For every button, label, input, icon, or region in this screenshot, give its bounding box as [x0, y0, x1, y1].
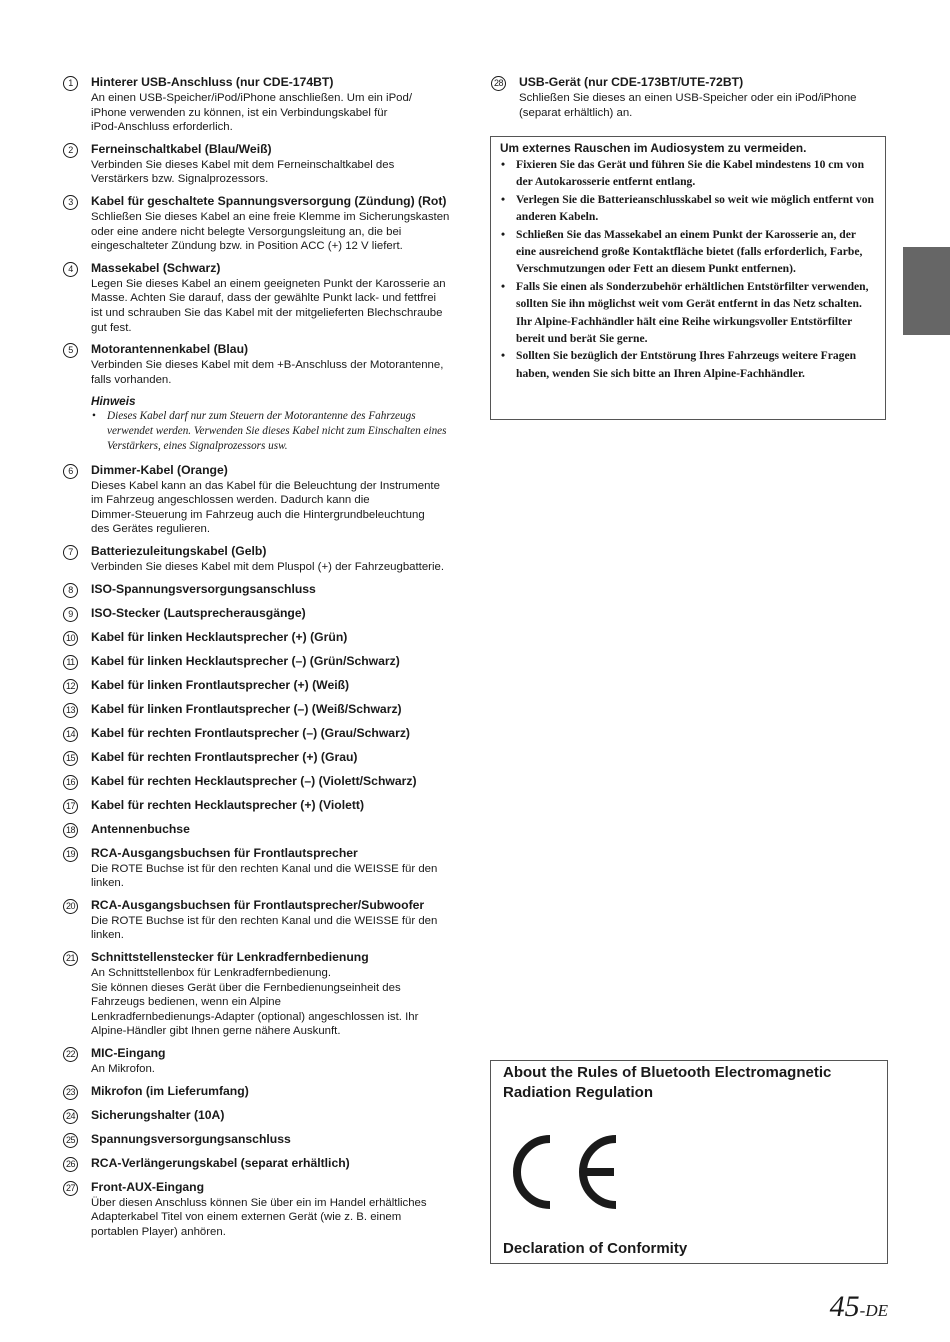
item-title: Kabel für rechten Hecklautsprecher (–) (Violett/Schwarz) [91, 773, 417, 788]
item-number-badge: 14 [63, 727, 78, 742]
connection-item [62, 677, 462, 694]
connection-item [62, 1083, 462, 1100]
item-number-badge: 19 [63, 847, 78, 862]
connection-item [62, 1179, 462, 1240]
item-description-line: Dimmer-Steuerung im Fahrzeug auch die Hintergrundbeleuchtung [91, 508, 425, 521]
item-list-right [490, 74, 888, 120]
item-number-badge: 3 [63, 195, 78, 210]
item-description-line: An Mikrofon. [91, 1063, 155, 1076]
item-description-line: im Fahrzeug angeschlossen werden. Dadurch kann die [91, 494, 370, 507]
item-description-line: An Schnittstellenbox für Lenkradfernbedienung. [91, 967, 331, 980]
item-title: Kabel für rechten Frontlautsprecher (–) (Grau/Schwarz) [91, 725, 410, 740]
item-description [519, 91, 888, 120]
connection-item [62, 701, 462, 718]
item-description [91, 914, 462, 943]
item-description-line: falls vorhanden. [91, 373, 172, 386]
bluetooth-regulation-title: About the Rules of Bluetooth Electromagnetic Radiation Regulation [503, 1064, 832, 1101]
item-description-line: Adapterkabel Titel von einem externen Gerät (wie z. B. einem [91, 1211, 402, 1224]
item-description-line: ist und schrauben Sie das Kabel mit der mitgelieferten Blechschraube [91, 306, 443, 319]
item-description-line: Verbinden Sie dieses Kabel mit dem +B-Anschluss der Motorantenne, [91, 359, 444, 372]
item-title: Kabel für linken Hecklautsprecher (+) (Grün) [91, 629, 348, 644]
item-number-badge: 26 [63, 1157, 78, 1172]
page-number [830, 1290, 888, 1324]
item-number-badge: 4 [63, 262, 78, 277]
item-title: ISO-Stecker (Lautsprecherausgänge) [91, 605, 306, 620]
item-title: Antennenbuchse [91, 821, 190, 836]
connection-item [62, 773, 462, 790]
item-description-line: Verbinden Sie dieses Kabel mit dem Ferneinschaltkabel des [91, 158, 395, 171]
item-title: Front-AUX-Eingang [91, 1179, 205, 1194]
item-title: Sicherungshalter (10A) [91, 1107, 225, 1122]
item-title: RCA-Ausgangsbuchsen für Frontlautsprecher [91, 845, 358, 860]
item-title: Hinterer USB-Anschluss (nur CDE-174BT) [91, 75, 334, 89]
item-description [91, 479, 462, 537]
item-description-line: iPod-Anschluss erforderlich. [91, 121, 233, 134]
ce-mark-logo [503, 1131, 621, 1213]
connection-item [62, 749, 462, 766]
item-description-line: linken. [91, 929, 124, 942]
item-number-badge: 15 [63, 751, 78, 766]
connection-item [62, 543, 462, 575]
connection-item [62, 260, 462, 335]
item-number-badge: 16 [63, 775, 78, 790]
item-description [91, 277, 462, 335]
left-column [62, 74, 462, 1245]
connection-item [62, 653, 462, 670]
item-number-badge: 17 [63, 799, 78, 814]
item-number-badge: 12 [63, 679, 78, 694]
section-tab-marker [903, 247, 950, 335]
item-description [91, 560, 462, 575]
note-item: • Dieses Kabel darf nur zum Steuern der Motorantenne des Fahrzeugs verwendet werden. Verwenden Sie dieses Kabel nicht zum Einschalten eines Verstärkers, eines Signalprozessors usw. [91, 409, 462, 453]
item-number-badge: 9 [63, 607, 78, 622]
item-title: Spannungsversorgungsanschluss [91, 1131, 291, 1146]
item-title: USB-Gerät (nur CDE-173BT/UTE-72BT) [519, 75, 744, 89]
item-number-badge: 10 [63, 631, 78, 646]
item-title: Dimmer-Kabel (Orange) [91, 462, 228, 477]
item-title: Kabel für linken Frontlautsprecher (–) (Weiß/Schwarz) [91, 701, 402, 716]
item-description-line: (separat erhältlich) an. [519, 106, 633, 119]
item-number-badge: 5 [63, 343, 78, 358]
connection-item [62, 74, 462, 135]
page-number-value: 45 [829, 1290, 860, 1323]
item-description-line: des Gerätes regulieren. [91, 523, 211, 536]
connection-item [62, 1045, 462, 1077]
item-number-badge: 7 [63, 545, 78, 560]
connection-item [62, 341, 462, 387]
right-column [490, 74, 888, 126]
item-title: MIC-Eingang [91, 1046, 166, 1061]
item-description-line: An einen USB-Speicher/iPod/iPhone anschließen. Um ein iPod/ [91, 92, 413, 104]
bluetooth-regulation-box [490, 1060, 888, 1264]
item-description [91, 1196, 462, 1240]
noise-warning-item: • Falls Sie einen als Sonderzubehör erhältlichen Entstörfilter verwenden, sollten Sie ihn möglichst weit vom Gerät entfernt in das Netz schalten. Ihr Alpine-Fachhändler hält eine Reihe wirkungsvoller Entstörfilter bereit und berät Sie gerne. [500, 278, 876, 348]
item-description [91, 1062, 462, 1077]
item-description [91, 158, 462, 187]
item-description-line: Schließen Sie dieses an einen USB-Speicher oder ein iPod/iPhone [519, 92, 857, 104]
item-number-badge: 27 [63, 1181, 78, 1196]
item-number-badge: 28 [491, 76, 506, 91]
item-description-line: linken. [91, 877, 124, 890]
connection-item [62, 462, 462, 537]
item-number-badge: 11 [63, 655, 78, 670]
item-description-line: gut fest. [91, 321, 132, 334]
noise-warning-item: • Sollten Sie bezüglich der Entstörung Ihres Fahrzeugs weitere Fragen haben, wenden Sie sich bitte an Ihren Alpine-Fachhändler. [500, 347, 876, 382]
item-description [91, 358, 462, 387]
connection-item [62, 845, 462, 891]
item-list-part-2 [62, 462, 462, 1240]
connection-item [62, 949, 462, 1039]
connection-item [62, 1131, 462, 1148]
item-description [91, 210, 462, 254]
connection-item [62, 581, 462, 598]
page-number-suffix: -DE [859, 1301, 888, 1320]
item-title: ISO-Spannungsversorgungsanschluss [91, 581, 316, 596]
noise-warning-item: • Fixieren Sie das Gerät und führen Sie die Kabel mindestens 10 cm von der Autokarosserie entfernt entlang. [500, 156, 876, 191]
item-title: Kabel für linken Hecklautsprecher (–) (Grün/Schwarz) [91, 653, 400, 668]
noise-warning-item: • Schließen Sie das Massekabel an einem Punkt der Karosserie an, der eine ausreichend große Kontaktfläche bietet (falls erforderlich, Farbe, Verschmutzungen oder Fett an diesem Punkt entfernen). [500, 226, 876, 278]
item-number-badge: 8 [63, 583, 78, 598]
item-number-badge: 22 [63, 1047, 78, 1062]
noise-warning-box [490, 136, 886, 420]
item-description-line: Die ROTE Buchse ist für den rechten Kanal und die WEISSE für den [91, 862, 438, 875]
connection-item [490, 74, 888, 120]
noise-warning-title: Um externes Rauschen im Audiosystem zu vermeiden. [500, 141, 807, 155]
item-title: Kabel für geschaltete Spannungsversorgung (Zündung) (Rot) [91, 193, 447, 208]
connection-item [62, 1107, 462, 1124]
connection-item [62, 821, 462, 838]
item-description [91, 966, 462, 1039]
item-title: Kabel für rechten Frontlautsprecher (+) (Grau) [91, 749, 358, 764]
item-number-badge: 6 [63, 464, 78, 479]
item-title: Schnittstellenstecker für Lenkradfernbedienung [91, 950, 369, 965]
connection-item [62, 725, 462, 742]
connection-item [62, 193, 462, 254]
item-title: Batteriezuleitungskabel (Gelb) [91, 544, 267, 559]
item-number-badge: 25 [63, 1133, 78, 1148]
item-title: Ferneinschaltkabel (Blau/Weiß) [91, 141, 272, 156]
item-description-line: Lenkradfernbedienungs-Adapter (optional) angeschlossen ist. Ihr [91, 1010, 419, 1023]
connection-item [62, 141, 462, 187]
item-description [91, 862, 462, 891]
connection-item [62, 629, 462, 646]
item-description-line: Masse. Achten Sie darauf, dass der gewählte Punkt lack- und fettfrei [91, 292, 437, 305]
item-title: RCA-Verlängerungskabel (separat erhältlich) [91, 1155, 350, 1170]
note-block [62, 393, 462, 453]
item-title: Mikrofon (im Lieferumfang) [91, 1083, 249, 1098]
item-title: Motorantennenkabel (Blau) [91, 342, 249, 357]
item-description-line: Verstärkers bzw. Signalprozessors. [91, 173, 269, 186]
connection-item [62, 605, 462, 622]
item-number-badge: 1 [63, 76, 78, 91]
item-description-line: portablen Player) anhören. [91, 1225, 226, 1238]
item-description-line: Verbinden Sie dieses Kabel mit dem Pluspol (+) der Fahrzeugbatterie. [91, 561, 444, 574]
note-list [91, 409, 462, 453]
item-number-badge: 24 [63, 1109, 78, 1124]
item-description-line: iPhone verwenden zu können, ist ein Verbindungskabel für [91, 106, 388, 119]
item-number-badge: 21 [63, 951, 78, 966]
connection-item [62, 1155, 462, 1172]
connection-item [62, 797, 462, 814]
item-description-line: Schließen Sie dieses Kabel an eine freie Klemme im Sicherungskasten [91, 210, 450, 223]
item-description [91, 91, 462, 135]
item-number-badge: 23 [63, 1085, 78, 1100]
item-title: RCA-Ausgangsbuchsen für Frontlautsprecher/Subwoofer [91, 897, 425, 912]
item-number-badge: 18 [63, 823, 78, 838]
item-list-part-1 [62, 74, 462, 387]
item-description-line: Dieses Kabel kann an das Kabel für die Beleuchtung der Instrumente [91, 479, 440, 492]
item-description-line: Die ROTE Buchse ist für den rechten Kanal und die WEISSE für den [91, 914, 438, 927]
item-number-badge: 13 [63, 703, 78, 718]
item-description-line: Fahrzeugs bedienen, wenn ein Alpine [91, 996, 281, 1009]
connection-item [62, 897, 462, 943]
item-title: Massekabel (Schwarz) [91, 260, 221, 275]
item-number-badge: 2 [63, 143, 78, 158]
declaration-of-conformity: Declaration of Conformity [503, 1240, 688, 1257]
item-description-line: Legen Sie dieses Kabel an einem geeigneten Punkt der Karosserie an [91, 277, 446, 290]
item-description-line: Über diesen Anschluss können Sie über ein im Handel erhältliches [91, 1196, 427, 1209]
noise-warning-item: • Verlegen Sie die Batterieanschlusskabel so weit wie möglich entfernt von anderen Kabeln. [500, 191, 876, 226]
noise-warning-list [500, 156, 876, 382]
item-number-badge: 20 [63, 899, 78, 914]
item-description-line: Alpine-Händler gibt Ihnen gerne nähere Auskunft. [91, 1025, 341, 1038]
item-description-line: oder eine andere nicht belegte Versorgungsleitung an, die bei [91, 225, 402, 238]
item-title: Kabel für rechten Hecklautsprecher (+) (Violett) [91, 797, 365, 812]
item-description-line: Sie können dieses Gerät über die Fernbedienungseinheit des [91, 981, 401, 994]
item-description-line: eingeschalteter Zündung bzw. in Position ACC (+) 12 V liefert. [91, 240, 403, 253]
note-title: Hinweis [91, 394, 136, 409]
item-title: Kabel für linken Frontlautsprecher (+) (Weiß) [91, 677, 350, 692]
